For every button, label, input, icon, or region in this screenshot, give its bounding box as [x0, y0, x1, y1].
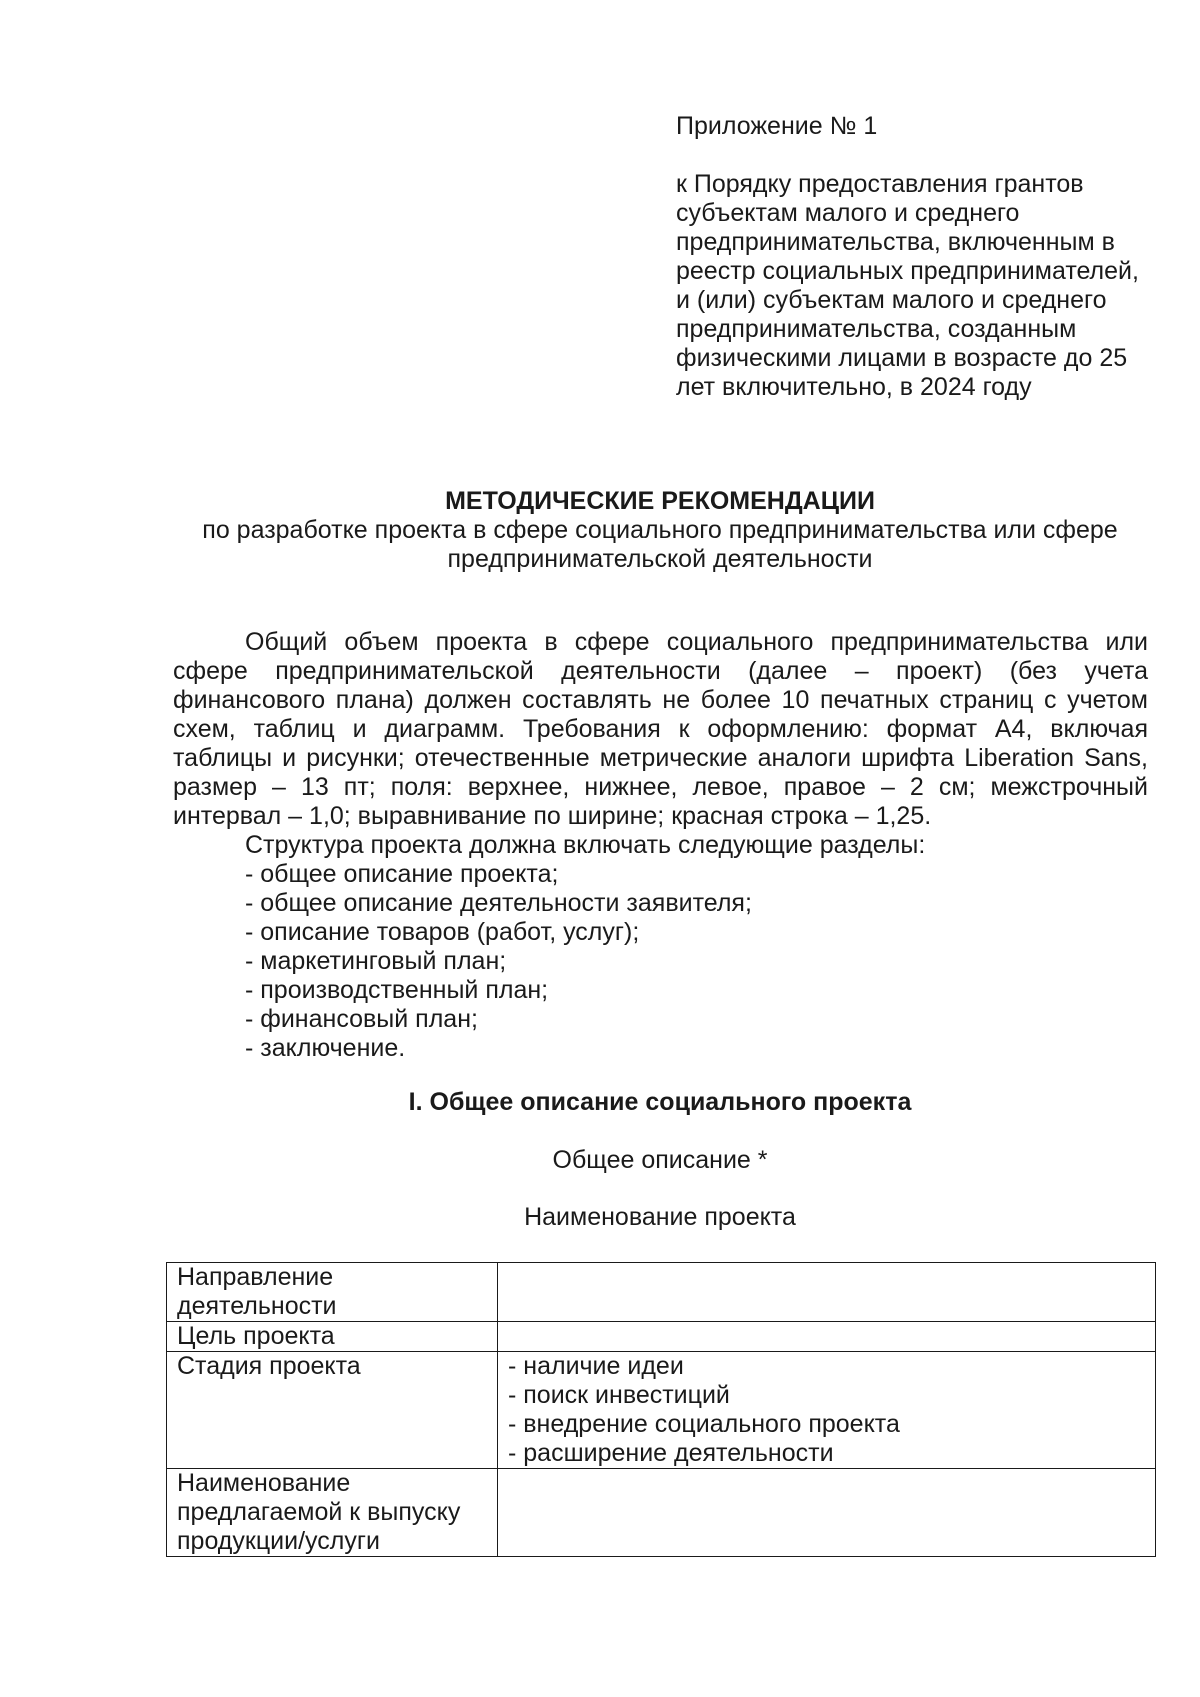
row-value-cell[interactable] — [498, 1263, 1156, 1322]
list-item: - общее описание деятельности заявителя; — [245, 889, 752, 917]
list-item: - заключение. — [245, 1034, 406, 1062]
section-subheading: Общее описание * — [552, 1146, 768, 1174]
table-row — [167, 1322, 1156, 1352]
appendix-number: Приложение № 1 — [676, 112, 878, 140]
row-value-cell[interactable] — [498, 1322, 1156, 1352]
list-item: - финансовый план; — [245, 1005, 478, 1033]
body-text — [173, 628, 1148, 1063]
appendix-block — [676, 112, 1156, 402]
table-row — [167, 1469, 1156, 1557]
list-item: - маркетинговый план; — [245, 947, 507, 975]
document-title: МЕТОДИЧЕСКИЕ РЕКОМЕНДАЦИИ — [445, 487, 875, 515]
row-value-cell[interactable] — [498, 1469, 1156, 1557]
stage-option: - поиск инвестиций — [508, 1381, 730, 1409]
row-label: Цель проекта — [167, 1322, 498, 1352]
section-heading: I. Общее описание социального проекта — [408, 1088, 912, 1116]
list-item: - общее описание проекта; — [245, 860, 559, 888]
project-name-label: Наименование проекта — [524, 1203, 796, 1231]
stage-option: - расширение деятельности — [508, 1439, 834, 1467]
document-subtitle: по разработке проекта в сфере социального предпринимательства или сфере предпринимательской деятельности — [202, 516, 1118, 573]
list-item: - производственный план; — [245, 976, 549, 1004]
row-label: Стадия проекта — [167, 1352, 498, 1469]
stage-option: - наличие идеи — [508, 1352, 684, 1380]
row-label: Наименование предлагаемой к выпуску продукции/услуги — [167, 1469, 498, 1557]
table-row — [167, 1263, 1156, 1322]
sections-list — [173, 860, 1148, 1063]
requirements-paragraph: Общий объем проекта в сфере социального предпринимательства или сфере предпринимательской деятельности (далее – проект) (без учета финансового плана) должен составлять не более 10 печатных страниц с учетом схем, таблиц и диаграмм. Требования к оформлению: формат А4, включая таблицы и рисунки; отечественные метрические аналоги шрифта Liberation Sans, размер – 13 пт; поля: верхнее, нижнее, левое, правое – 2 см; межстрочный интервал – 1,0; выравнивание по ширине; красная строка – 1,25. — [173, 628, 1148, 830]
row-label: Направление деятельности — [167, 1263, 498, 1322]
table-row — [167, 1352, 1156, 1469]
appendix-reference: к Порядку предоставления грантов субъектам малого и среднего предпринимательства, включенным в реестр социальных предпринимателей, и (или) субъектам малого и среднего предпринимательства, созданным физическими лицами в возрасте до 25 лет включительно, в 2024 году — [676, 170, 1139, 401]
row-value-cell[interactable] — [498, 1352, 1156, 1469]
list-item: - описание товаров (работ, услуг); — [245, 918, 640, 946]
project-info-table — [166, 1262, 1156, 1557]
structure-intro: Структура проекта должна включать следующие разделы: — [245, 831, 926, 859]
document-title-block — [160, 487, 1160, 574]
stage-option: - внедрение социального проекта — [508, 1410, 900, 1438]
